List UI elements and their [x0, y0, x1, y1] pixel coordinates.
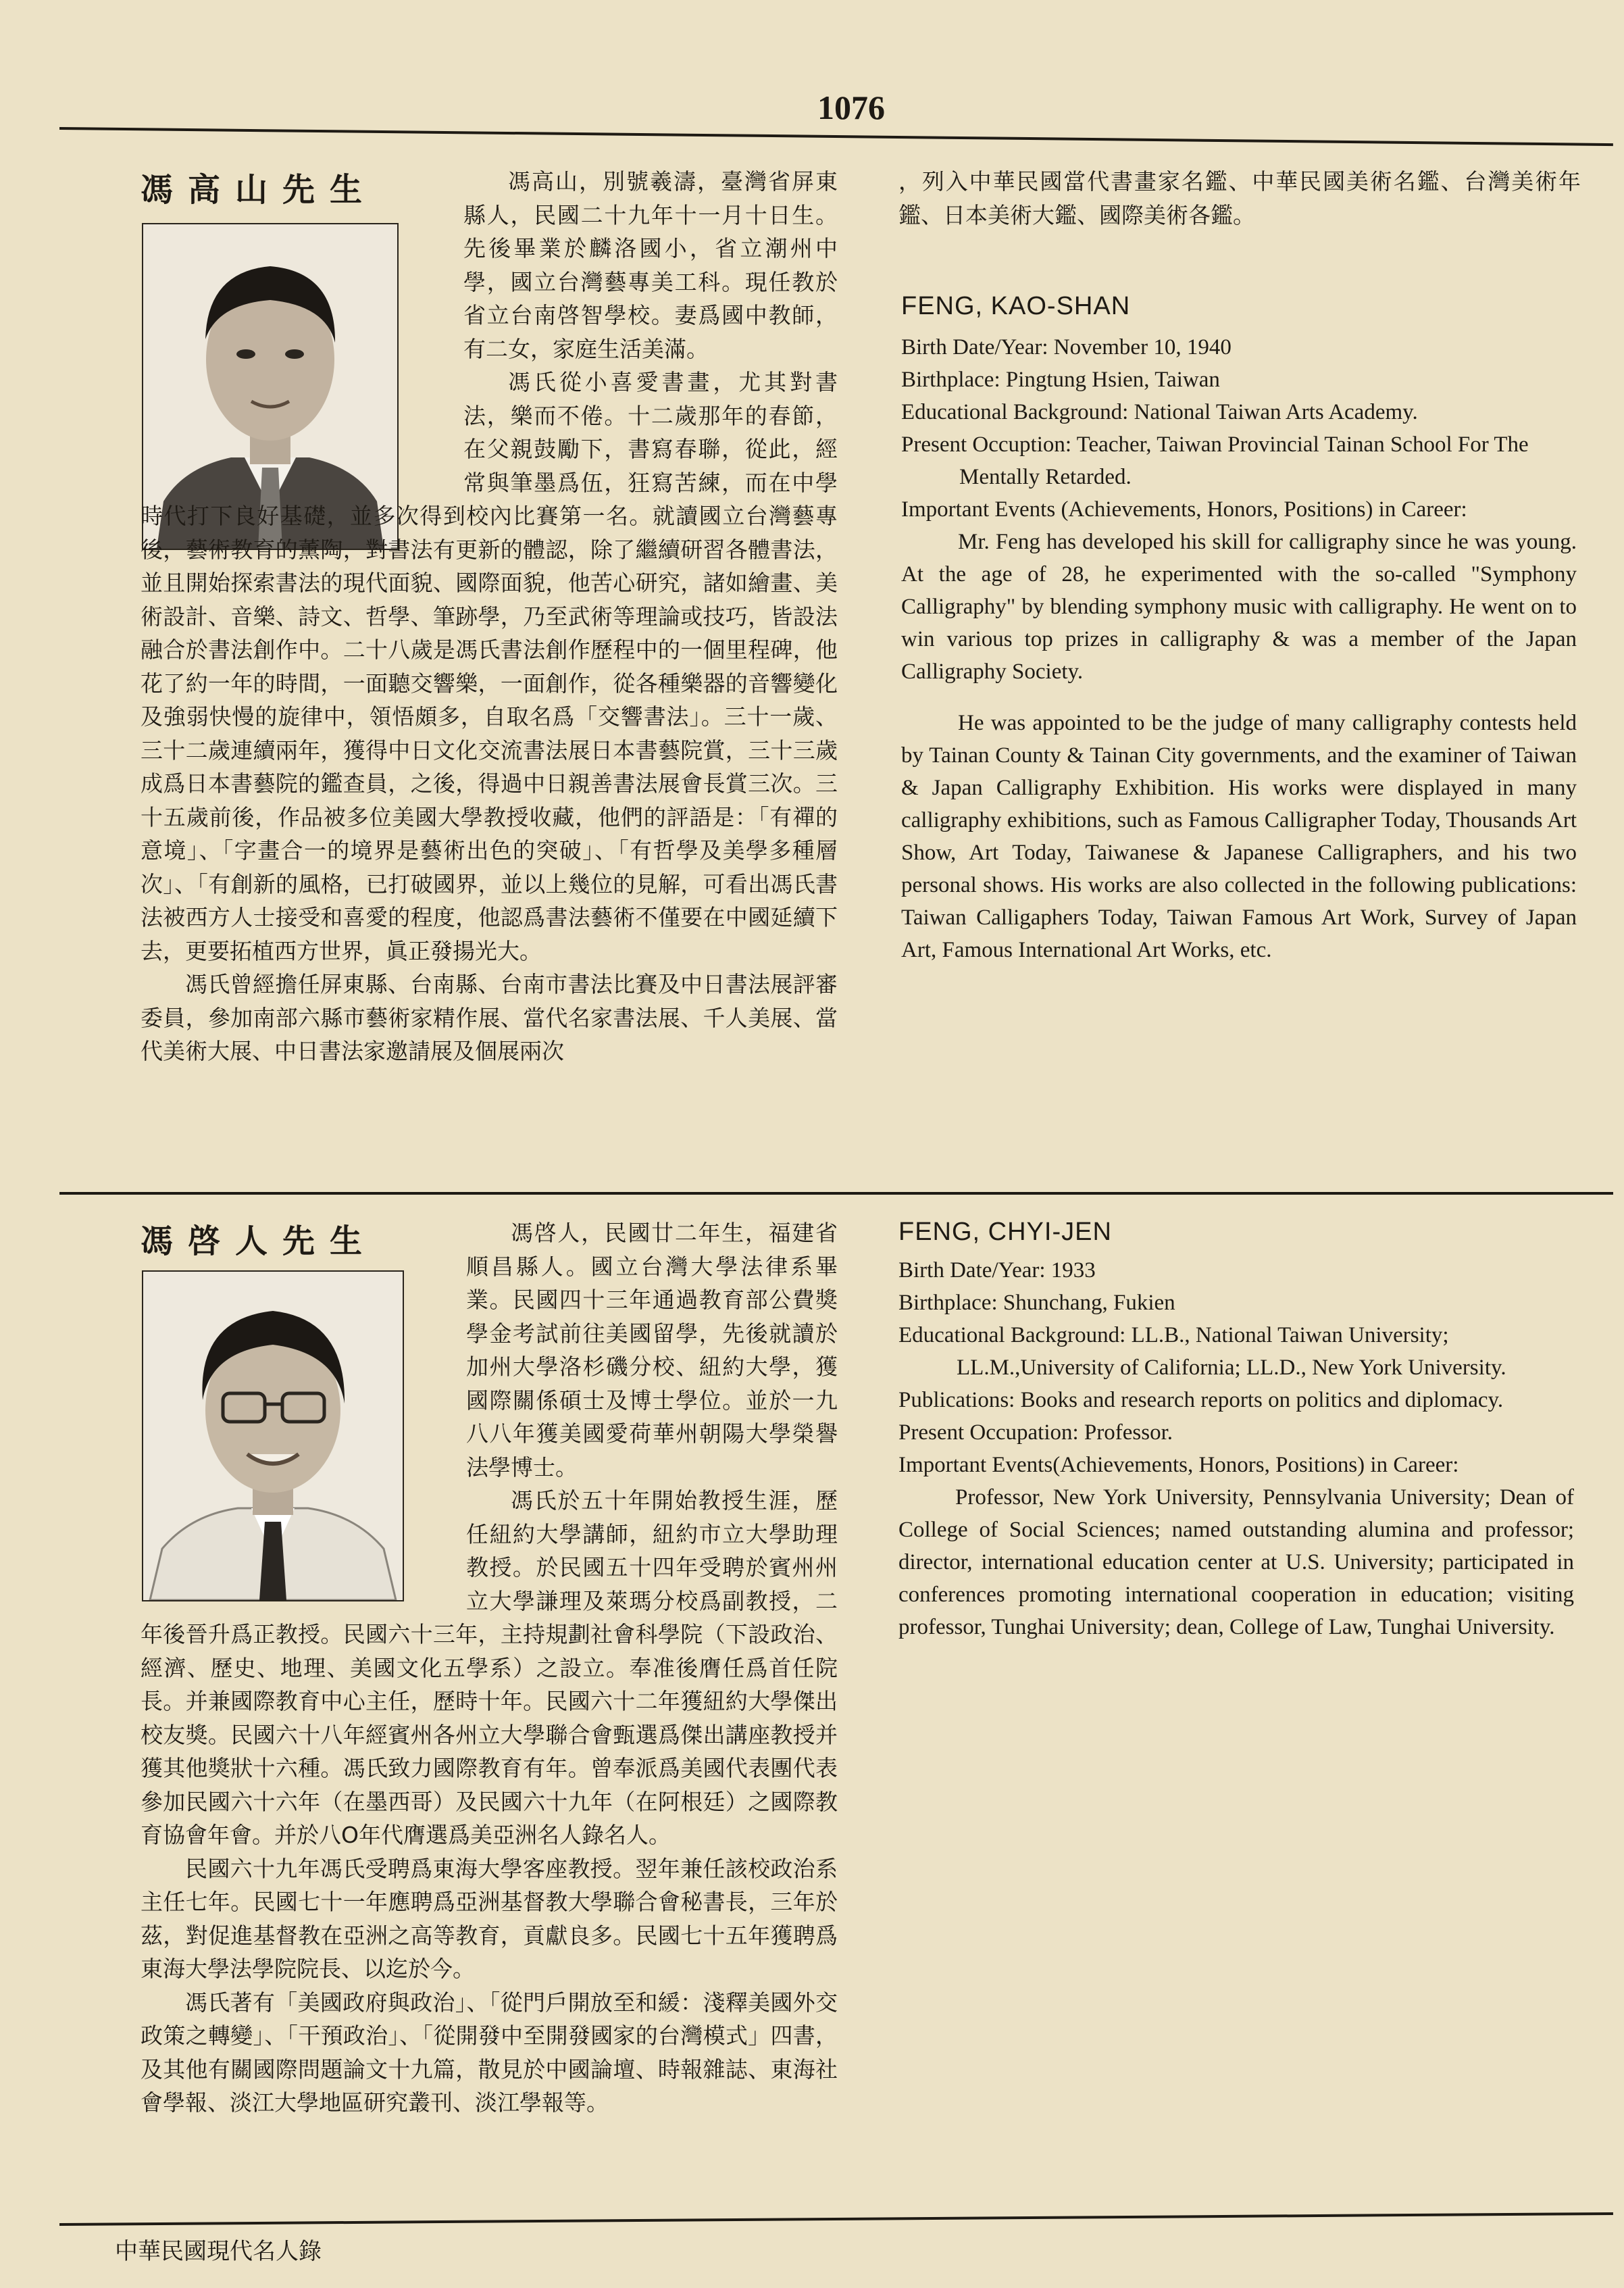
entry-2-field: Present Occupation: Professor. — [898, 1420, 1173, 1445]
page-number: 1076 — [817, 89, 885, 126]
entry-2-cn-paragraph: 馮氏著有「美國政府與政治」、「從門戶開放至和緩：淺釋美國外交政策之轉變」、「干預政治」、「從開發中至開發國家的台灣模式」四書，及其他有關國際問題論文十九篇，散見於中國論壇、時報雜誌、東海社會學報、淡江大學地區研究叢刊、淡江學報等。 — [141, 1989, 838, 2116]
entry-1-field: Birthplace: Pingtung Hsien, Taiwan — [901, 368, 1220, 392]
header-rule — [59, 127, 1613, 146]
entry-1-cn-name: 馮高山先生 — [141, 171, 378, 209]
entry-2-field: Educational Background: LL.B., National Taiwan University; LL.M.,University of California; LL.D., New York University. — [898, 1323, 1506, 1380]
photo-wrap-spacer — [141, 1216, 466, 1616]
entry-2-en-name: FENG, CHYI-JEN — [898, 1218, 1112, 1246]
entry-2-cn-text — [141, 1216, 838, 2120]
entry-2-cn-paragraph: 馮啓人，民國廿二年生，福建省順昌縣人。國立台灣大學法律系畢業。民國四十三年通過教育部公費獎學金考試前往美國留學，先後就讀於加州大學洛杉磯分校、紐約大學，獲國際關係碩士及博士學位。並於一九八八年獲美國愛荷華州朝陽大學榮譽法學博士。 — [466, 1220, 838, 1481]
entry-1-cn-paragraph: 馮氏從小喜愛書畫，尤其對書法，樂而不倦。十二歲那年的春節，在父親鼓勵下，書寫春聯，從此，經常與筆墨爲伍，狂寫苦練，而在中學時代打下良好基礎，並多次得到校內比賽第一名。就讀國立台灣藝專後，藝術教育的薰陶，對書法有更新的體認，除了繼續研習各體書法，並且開始探索書法的現代面貌、國際面貌，他苦心研究，諸如繪畫、美術設計、音樂、詩文、哲學、筆跡學，乃至武術等理論或技巧，皆設法融合於書法創作中。二十八歲是馮氏書法創作歷程中的一個里程碑，他花了約一年的時間，一面聽交響樂，一面創作，從各種樂器的音響變化及強弱快慢的旋律中，領悟頗多，自取名爲「交響書法」。三十一歲、三十二歲連續兩年，獲得中日文化交流書法展日本書藝院賞，三十三歲成爲日本書藝院的鑑查員，之後，得過中日親善書法展會長賞三次。三十五歲前後，作品被多位美國大學教授收藏，他們的評語是：「有禪的意境」、「字畫合一的境界是藝術出色的突破」、「有哲學及美學多種層次」、「有創新的風格，已打破國界，並以上幾位的見解，可看出馮氏書法被西方人士接受和喜愛的程度，他認爲書法藝術不僅要在中國延續下去，更要拓植西方世界，眞正發揚光大。 — [141, 369, 838, 964]
footer-title: 中華民國現代名人錄 — [115, 2238, 322, 2265]
entry-2-cn-paragraph: 民國六十九年馮氏受聘爲東海大學客座教授。翌年兼任該校政治系主任七年。民國七十一年應聘爲亞洲基督教大學聯合會秘書長，三年於茲，對促進基督教在亞洲之高等教育，貢獻良多。民國七十五年獲聘爲東海大學法學院院長、以迄於今。 — [141, 1855, 838, 1982]
entry-2-en-text — [898, 1254, 1574, 1643]
entry-1-field: Educational Background: National Taiwan Arts Academy. — [901, 400, 1418, 424]
footer-rule — [59, 2212, 1613, 2226]
entry-1-en-name: FENG, KAO-SHAN — [901, 292, 1131, 320]
entry-1-field: Birth Date/Year: November 10, 1940 — [901, 335, 1232, 359]
entry-1-en-paragraph: Mr. Feng has developed his skill for calligraphy since he was young. At the age of 28, he experimented with the so-called "Symphony Calligraphy" by blending symphony music with calligraphy. He went on to win various top prizes in calligraphy & was a member of the Japan Calligraphy Society. — [901, 530, 1577, 684]
entry-2-en-paragraph: Professor, New York University, Pennsylvania University; Dean of College of Social Sciences; named outstanding alumina and professor; director, international education center at U.S. University; participated in conferences promoting international cooperation in education; visiting professor, Tunghai University; dean, College of Law, Tunghai University. — [898, 1485, 1574, 1639]
entry-1-cn-paragraph: 馮氏曾經擔任屏東縣、台南縣、台南市書法比賽及中日書法展評審委員，參加南部六縣市藝術家精作展、當代名家書法展、千人美展、當代美術大展、中日書法家邀請展及個展兩次 — [141, 971, 838, 1064]
entry-2-cn-paragraph: 馮氏於五十年開始教授生涯，歷任紐約大學講師，紐約市立大學助理教授。於民國五十四年受聘於賓州州立大學謙理及萊瑪分校爲副教授，二年後晉升爲正教授。民國六十三年，主持規劃社會科學院（下設政治、經濟、歷史、地理、美國文化五學系）之設立。奉准後膺任爲首任院長。并兼國際教育中心主任，歷時十年。民國六十二年獲紐約大學傑出校友獎。民國六十八年經賓州各州立大學聯合會甄選爲傑出講座教授并獲其他獎狀十六種。馮氏致力國際教育有年。曾奉派爲美國代表團代表參加民國六十六年（在墨西哥）及民國六十九年（在阿根廷）之國際教育協會年會。并於八O年代膺選爲美亞洲名人錄名人。 — [141, 1487, 838, 1848]
entry-1-en-text — [901, 331, 1577, 966]
entry-1-cn-continuation: ，列入中華民國當代書畫家名鑑、中華民國美術名鑑、台灣美術年鑑、日本美術大鑑、國際美術各鑑。 — [898, 168, 1581, 228]
entry-1-en-paragraph: He was appointed to be the judge of many calligraphy contests held by Tainan County & Tainan City governments, and the examiner of Taiwan & Japan Calligraphy Exhibition. His works were displayed in many calligraphy exhibitions, such as Famous Calligrapher Today, Thousands Art Show, Art Today, Taiwanese & Japanese Calligraphers, and his two personal shows. His works are also collected in the following publications: Taiwan Calligaphers Today, Taiwan Famous Art Work, Survey of Japan Art, Famous International Art Works, etc. — [901, 711, 1577, 962]
entry-1-field: Present Occuption: Teacher, Taiwan Provincial Tainan School For The Mentally Retarded. — [901, 432, 1529, 489]
entry-divider-rule — [59, 1192, 1613, 1195]
entry-1-field: Important Events (Achievements, Honors, Positions) in Career: — [901, 497, 1467, 522]
entry-2-field: Birth Date/Year: 1933 — [898, 1258, 1096, 1283]
entry-2-cn-name: 馮啓人先生 — [141, 1222, 378, 1260]
entry-2-field: Publications: Books and research reports on politics and diplomacy. — [898, 1388, 1504, 1412]
entry-1-cn-paragraph: 馮高山，別號羲濤，臺灣省屏東縣人，民國二十九年十一月十日生。先後畢業於麟洛國小，省立潮州中學，國立台灣藝專美工科。現任教於省立台南啓智學校。妻爲國中教師，有二女，家庭生活美滿。 — [463, 168, 838, 362]
entry-1-cn-text — [141, 165, 838, 1068]
photo-wrap-spacer — [141, 165, 463, 496]
entry-2-field: Important Events(Achievements, Honors, Positions) in Career: — [898, 1453, 1459, 1477]
entry-2-field: Birthplace: Shunchang, Fukien — [898, 1291, 1175, 1315]
